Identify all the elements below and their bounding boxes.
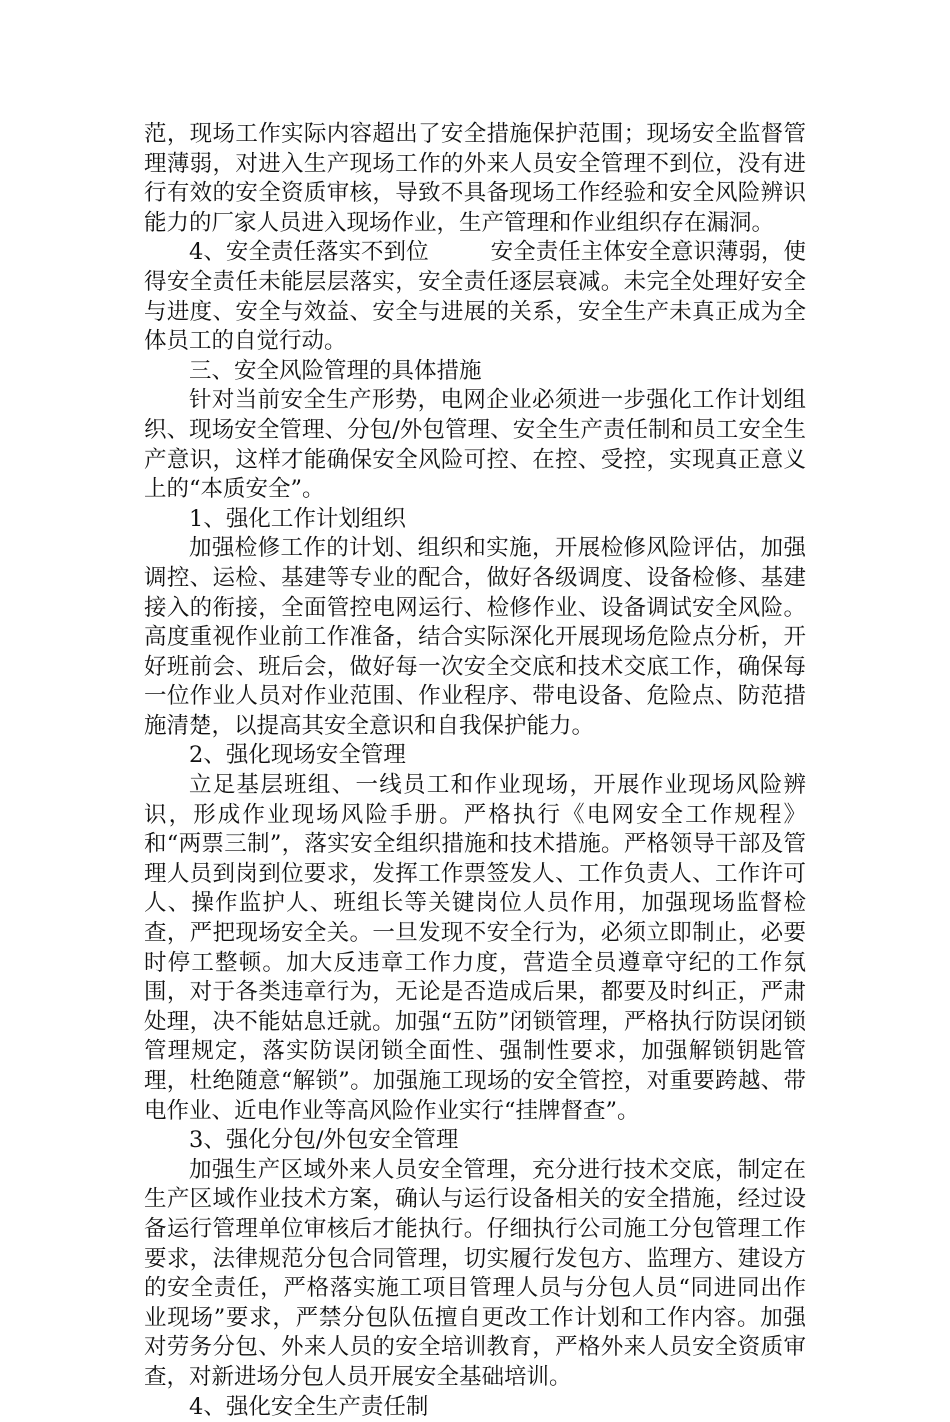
section-heading-4: 4、安全责任落实不到位 bbox=[189, 239, 429, 266]
paragraph-intro: 针对当前安全生产形势，电网企业必须进一步强化工作计划组织、现场安全管理、分包/外包管理、安全生产责任制和员工安全生产意识，这样才能确保安全风险可控、在控、受控，实现真正意义上的“本质安全”。 bbox=[144, 387, 806, 503]
paragraph-plan: 加强检修工作的计划、组织和实施，开展检修风险评估，加强调控、运检、基建等专业的配合，做好各级调度、设备检修、基建接入的衔接，全面管控电网运行、检修作业、设备调试安全风险。高度重视作业前工作准备，结合实际深化开展现场危险点分析，开好班前会、班后会，做好每一次安全交底和技术交底工作，确保每一位作业人员对作业范围、作业程序、带电设备、危险点、防范措施清楚，以提高其安全意识和自我保护能力。 bbox=[144, 535, 806, 739]
subheading-1: 1、强化工作计划组织 bbox=[189, 505, 406, 532]
subheading-2: 2、强化现场安全管理 bbox=[189, 742, 406, 769]
paragraph-2 bbox=[144, 238, 806, 356]
subheading-4: 4、强化安全生产责任制 bbox=[189, 1393, 429, 1420]
paragraph-outsource: 加强生产区域外来人员安全管理，充分进行技术交底，制定在生产区域作业技术方案，确认与运行设备相关的安全措施，经过设备运行管理单位审核后才能执行。仔细执行公司施工分包管理工作要求，法律规范分包合同管理，切实履行发包方、监理方、建设方的安全责任，严格落实施工项目管理人员与分包人员“同进同出作业现场”要求，严禁分包队伍擅自更改工作计划和工作内容。加强对劳务分包、外来人员的安全培训教育，严格外来人员安全资质审查，对新进场分包人员开展安全基础培训。 bbox=[144, 1156, 806, 1390]
document-body bbox=[144, 120, 806, 1422]
section-heading-3: 三、安全风险管理的具体措施 bbox=[189, 357, 482, 384]
paragraph-site: 立足基层班组、一线员工和作业现场，开展作业现场风险辨识，形成作业现场风险手册。严格执行《电网安全工作规程》和“两票三制”，落实安全组织措施和技术措施。严格领导干部及管理人员到岗到位要求，发挥工作票签发人、工作负责人、工作许可人、操作监护人、班组长等关键岗位人员作用，加强现场监督检查，严把现场安全关。一旦发现不安全行为，必须立即制止，必要时停工整顿。加大反违章工作力度，营造全员遵章守纪的工作氛围，对于各类违章行为，无论是否造成后果，都要及时纠正，严肃处理，决不能姑息迁就。加强“五防”闭锁管理，严格执行防误闭锁管理规定，落实防误闭锁全面性、强制性要求，加强解锁钥匙管理，杜绝随意“解锁”。加强施工现场的安全管控，对重要跨越、带电作业、近电作业等高风险作业实行“挂牌督查”。 bbox=[144, 772, 806, 1124]
paragraph-2-body: 安全责任主体安全意识薄弱，使得安全责任未能层层落实，安全责任逐层衰减。未完全处理好安全与进度、安全与效益、安全与进展的关系，安全生产未真正成为全体员工的自觉行动。 bbox=[144, 239, 806, 355]
subheading-3: 3、强化分包/外包安全管理 bbox=[189, 1127, 459, 1154]
paragraph-1: 范，现场工作实际内容超出了安全措施保护范围；现场安全监督管理薄弱，对进入生产现场工作的外来人员安全管理不到位，没有进行有效的安全资质审核，导致不具备现场工作经验和安全风险辨识能力的厂家人员进入现场作业，生产管理和作业组织存在漏洞。 bbox=[144, 121, 806, 236]
